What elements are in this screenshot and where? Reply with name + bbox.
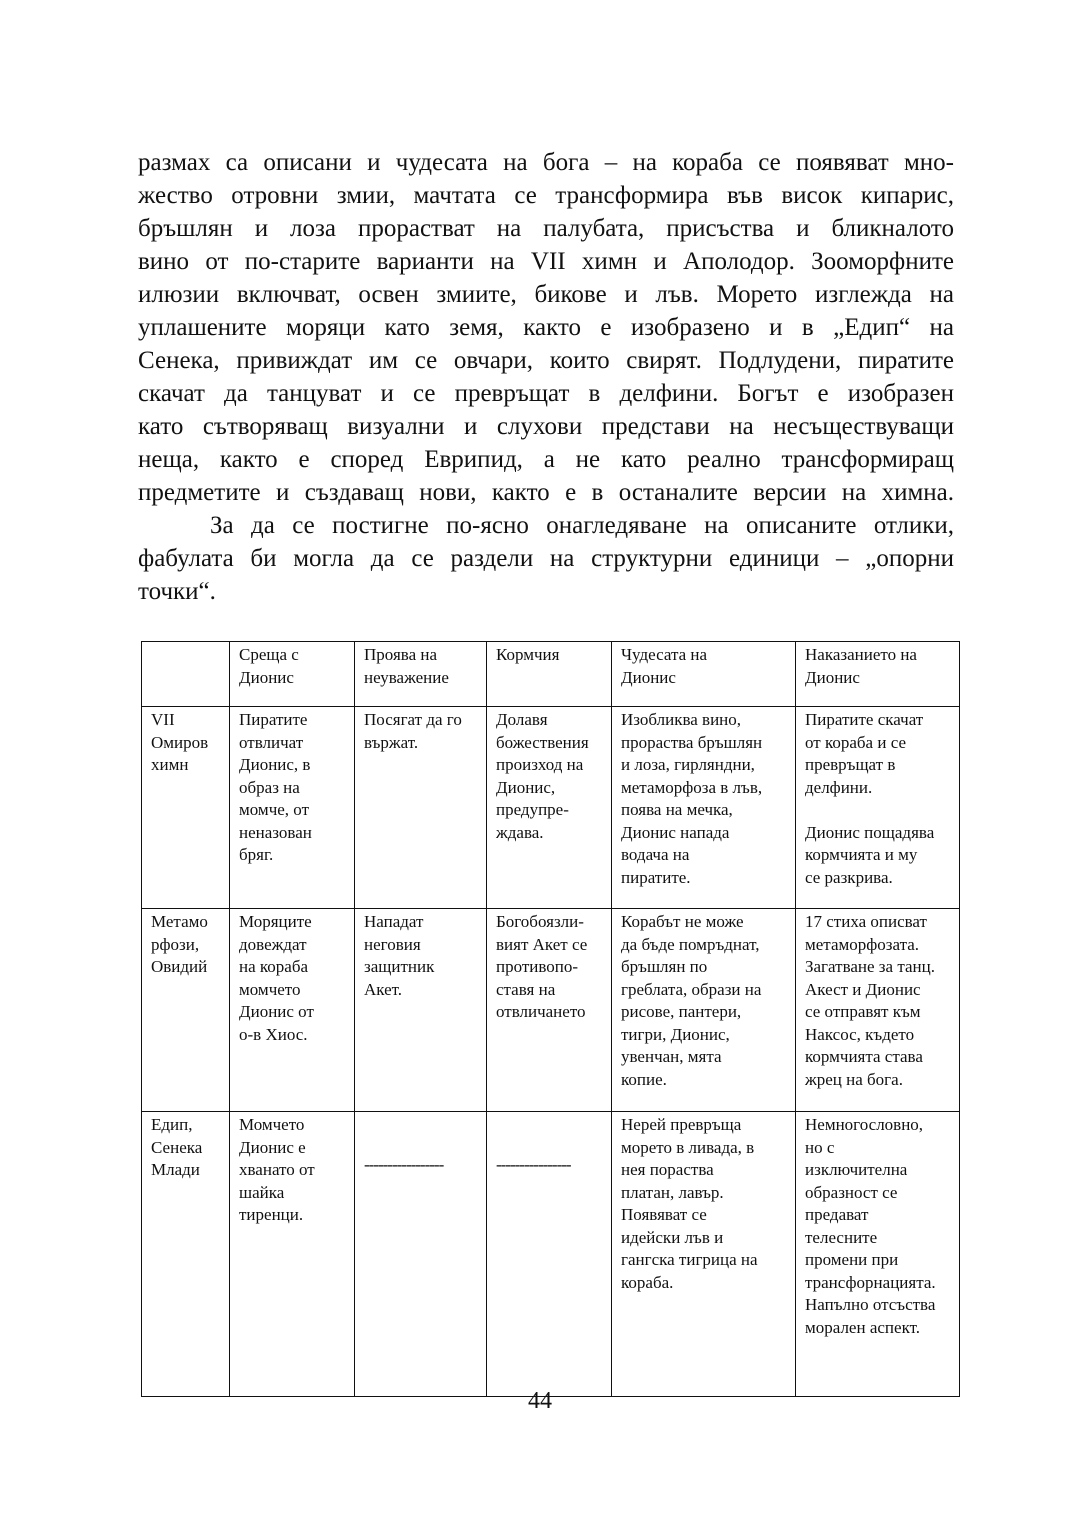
table-cell: Долавя божествения произход на Дионис, предупре- ждава.: [487, 707, 612, 909]
table-row: [142, 1112, 960, 1397]
text-line: жество отровни змии, мачтата се трансформира във висок кипарис,: [138, 182, 954, 209]
header-cell-punishment: Наказанието на Дионис: [796, 642, 960, 707]
text-line: уплашените моряци като земя, както е изобразено и в „Едип“ на: [138, 314, 954, 341]
table-cell: Посягат да го вържат.: [355, 707, 487, 909]
text-line: За да се постигне по-ясно онагледяване на описаните отлики,: [210, 512, 954, 539]
table-cell: Пиратите отвличат Дионис, в образ на момче, от неназован бряг.: [230, 707, 355, 909]
table-header-row: [142, 642, 960, 707]
row-source-cell: Метамо рфози, Овидий: [142, 909, 230, 1112]
table-cell: Корабът не може да бъде помръднат, бръшлян по греблата, образи на рисове, пантери, тигри, Дионис, увенчан, мята копие.: [612, 909, 796, 1112]
table-cell: Моряците довеждат на кораба момчето Дионис от о-в Хиос.: [230, 909, 355, 1112]
text-line: илюзии включват, освен змиите, бикове и лъв. Морето изглежда на: [138, 281, 954, 308]
comparison-table: [141, 641, 959, 1397]
table-cell-dash: ----------------: [487, 1112, 612, 1397]
table-row: [142, 707, 960, 909]
table-cell: Момчето Дионис е хванато от шайка тиренци.: [230, 1112, 355, 1397]
table-cell-dash: -----------------: [355, 1112, 487, 1397]
text-line: вино от по-старите варианти на VII химн и Аполодор. Зооморфните: [138, 248, 954, 275]
body-text: [138, 146, 954, 608]
header-cell-miracles: Чудесата на Дионис: [612, 642, 796, 707]
table-cell: Нападат неговия защитник Акет.: [355, 909, 487, 1112]
text-line: фабулата би могла да се раздели на структурни единици – „опорни: [138, 545, 954, 572]
header-cell-empty: [142, 642, 230, 707]
text-line: неща, както е според Еврипид, а не като реално трансформиращ: [138, 446, 954, 473]
table-cell: Пиратите скачат от кораба и се превръщат в делфини. Дионис пощадява кормчията и му се разкрива.: [796, 707, 960, 909]
text-line: скачат да танцуват и се превръщат в делфини. Богът е изобразен: [138, 380, 954, 407]
table-cell: 17 стиха описват метаморфозата. Загатване за танц. Акест и Дионис се отправят към Наксос, където кормчията става жрец на бога.: [796, 909, 960, 1112]
header-cell-disrespect: Проява на неуважение: [355, 642, 487, 707]
table-cell: Немногословно, но с изключителна образност се предават телесните промени при трансфорнацията. Напълно отсъства морален аспект.: [796, 1112, 960, 1397]
row-source-cell: Едип, Сенека Млади: [142, 1112, 230, 1397]
table-cell: Нерей превръща морето в ливада, в нея пораства платан, лавър. Появяват се идейски лъв и гангска тигрица на кораба.: [612, 1112, 796, 1397]
table-cell: Изобликва вино, прораства бръшлян и лоза, гирляндни, метаморфоза в лъв, поява на мечка, Дионис напада водача на пиратите.: [612, 707, 796, 909]
table-row: [142, 909, 960, 1112]
page-number: 44: [528, 1388, 552, 1414]
text-line: предметите и създаващ нови, както е в останалите версии на химна.: [138, 479, 954, 506]
header-cell-meeting: Среща с Дионис: [230, 642, 355, 707]
comparison-table-grid: [141, 641, 960, 1397]
row-source-cell: VII Омиров химн: [142, 707, 230, 909]
text-line: размах са описани и чудесата на бога – на кораба се появяват мно-: [138, 149, 954, 176]
text-line: точки“.: [138, 578, 216, 605]
header-cell-helmsman: Кормчия: [487, 642, 612, 707]
table-cell: Богобоязли- вият Акет се противопо- ставя на отвличането: [487, 909, 612, 1112]
text-line: Сенека, привиждат им се овчари, които свирят. Подлудени, пиратите: [138, 347, 954, 374]
text-line: бръшлян и лоза прорастват на палубата, присъства и бликналото: [138, 215, 954, 242]
text-line: като сътворяващ визуални и слухови представи на несъществуващи: [138, 413, 954, 440]
